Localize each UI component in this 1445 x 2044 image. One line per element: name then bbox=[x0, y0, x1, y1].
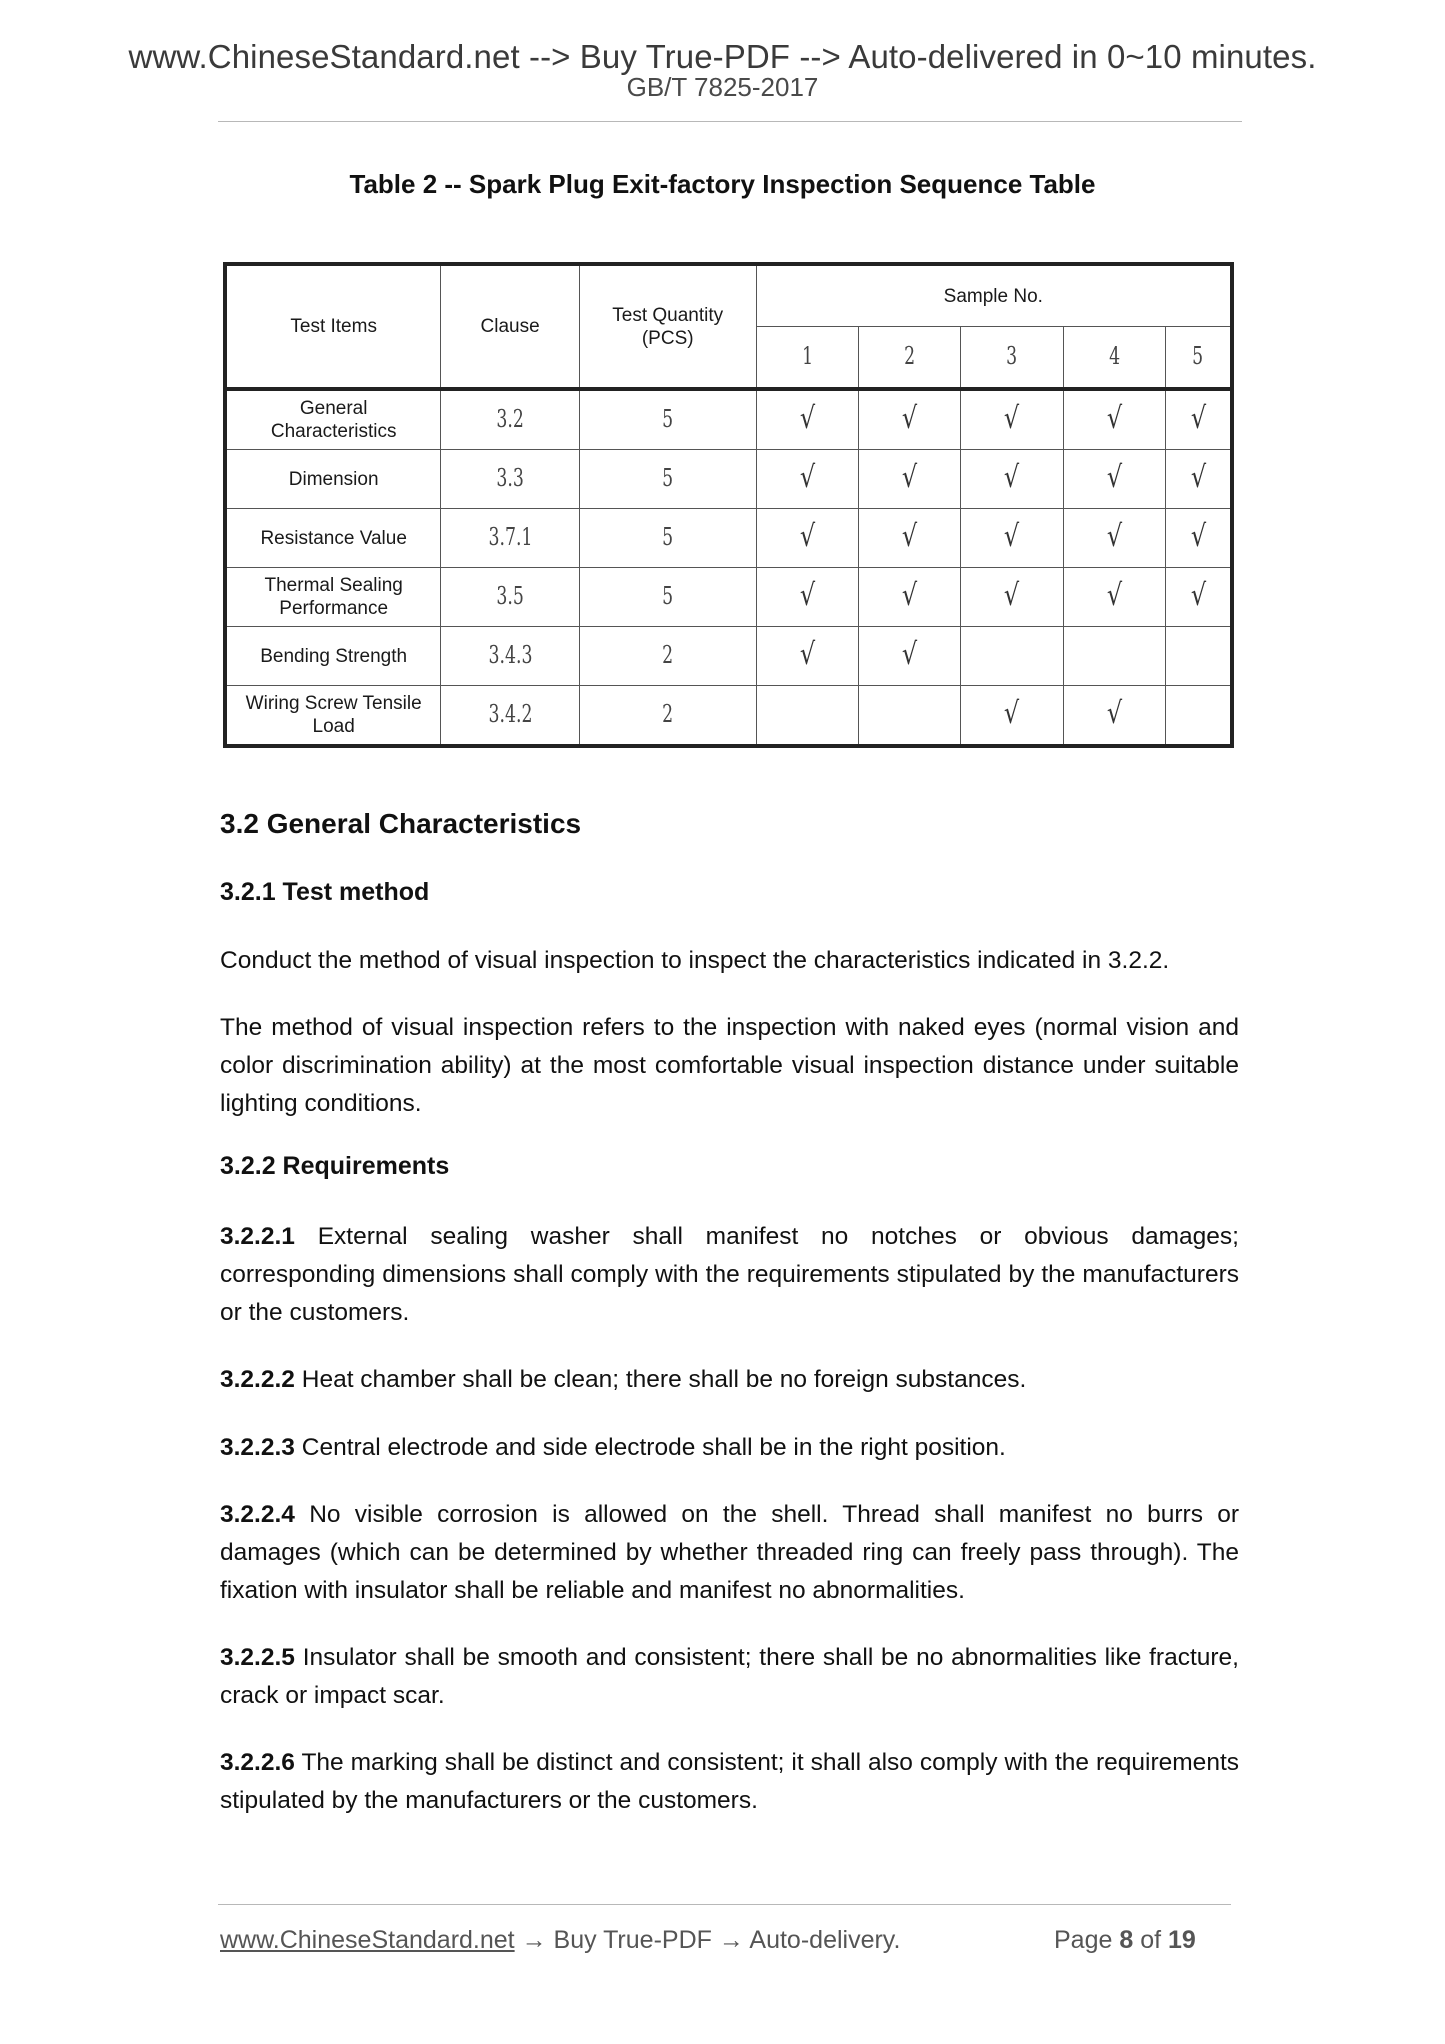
header-test-items: Test Items bbox=[225, 264, 441, 389]
check-mark-icon: √ bbox=[901, 400, 918, 436]
sample-cell bbox=[756, 686, 858, 747]
check-mark-icon: √ bbox=[1004, 518, 1020, 554]
sample-cell bbox=[756, 509, 858, 568]
row-test-item: Dimension bbox=[225, 450, 441, 509]
check-mark-icon: √ bbox=[1190, 518, 1206, 554]
requirement-item bbox=[220, 1744, 1239, 1820]
row-clause: 3.2 bbox=[441, 389, 580, 450]
sample-cell bbox=[1063, 389, 1165, 450]
sample-number-header: 1 bbox=[756, 327, 858, 390]
page-indicator: Page 8 of 19 bbox=[1054, 1926, 1196, 1954]
requirement-item bbox=[220, 1496, 1239, 1610]
row-quantity: 5 bbox=[579, 568, 756, 627]
requirement-item bbox=[220, 1218, 1239, 1332]
check-mark-icon: √ bbox=[799, 636, 815, 672]
table-row bbox=[225, 450, 1232, 509]
paragraph: The method of visual inspection refers to the inspection with naked eyes (normal vision and color discrimination ability) at the most comfortable visual inspection distance under suitable lighting conditions. bbox=[220, 1014, 1239, 1117]
header-divider bbox=[218, 121, 1242, 122]
footer-links bbox=[220, 1926, 900, 1955]
row-test-item: Resistance Value bbox=[225, 509, 441, 568]
sample-cell bbox=[1166, 450, 1232, 509]
sample-cell bbox=[858, 686, 960, 747]
item-text: The marking shall be distinct and consistent; it shall also comply with the requirements stipulated by the manufacturers or the customers. bbox=[220, 1749, 1239, 1814]
item-text: External sealing washer shall manifest no notches or obvious damages; corresponding dimensions shall comply with the requirements stipulated by the manufacturers or the customers. bbox=[220, 1223, 1239, 1326]
sample-cell bbox=[858, 450, 960, 509]
doc-id: GB/T 7825-2017 bbox=[626, 72, 819, 102]
sample-cell bbox=[858, 627, 960, 686]
sample-cell bbox=[961, 686, 1063, 747]
row-test-item: Wiring Screw Tensile Load bbox=[225, 686, 441, 747]
check-mark-icon: √ bbox=[901, 518, 918, 554]
check-mark-icon: √ bbox=[799, 459, 815, 495]
sample-cell bbox=[1063, 509, 1165, 568]
check-mark-icon: √ bbox=[1004, 459, 1020, 495]
sample-number-header: 3 bbox=[961, 327, 1063, 390]
check-mark-icon: √ bbox=[1190, 577, 1206, 613]
check-mark-icon: √ bbox=[1004, 577, 1020, 613]
item-text: Insulator shall be smooth and consistent; there shall be no abnormalities like fracture, crack or impact scar. bbox=[220, 1644, 1239, 1709]
footer-divider bbox=[218, 1904, 1231, 1905]
subsection-test-method: 3.2.1 Test method bbox=[220, 878, 430, 906]
row-clause: 3.4.2 bbox=[441, 686, 580, 747]
check-mark-icon: √ bbox=[1106, 459, 1123, 495]
table-row bbox=[225, 389, 1232, 450]
paragraph: Conduct the method of visual inspection to inspect the characteristics indicated in 3.2.2. bbox=[220, 947, 1170, 974]
sample-cell bbox=[858, 568, 960, 627]
check-mark-icon: √ bbox=[799, 518, 815, 554]
row-quantity: 2 bbox=[579, 627, 756, 686]
sample-cell bbox=[858, 509, 960, 568]
item-number: 3.2.2.3 bbox=[220, 1434, 295, 1461]
footer-site-link[interactable]: www.ChineseStandard.net bbox=[220, 1926, 515, 1954]
footer-delivery-text: → Auto-delivery. bbox=[718, 1926, 901, 1954]
sample-cell bbox=[961, 450, 1063, 509]
sample-cell bbox=[858, 389, 960, 450]
header-test-quantity: Test Quantity (PCS) bbox=[579, 264, 756, 389]
row-clause: 3.5 bbox=[441, 568, 580, 627]
row-quantity: 5 bbox=[579, 509, 756, 568]
item-number: 3.2.2.5 bbox=[220, 1644, 295, 1671]
item-text: Heat chamber shall be clean; there shall be no foreign substances. bbox=[294, 1366, 1027, 1393]
item-number: 3.2.2.2 bbox=[220, 1366, 295, 1393]
row-test-item: General Characteristics bbox=[225, 389, 441, 450]
sample-cell bbox=[1063, 686, 1165, 747]
sample-cell bbox=[961, 627, 1063, 686]
sample-number-header: 2 bbox=[858, 327, 960, 390]
item-text: No visible corrosion is allowed on the shell. Thread shall manifest no burrs or damages (which can be determined by whether threaded ring can freely pass through). The fixation with insulator shall be reliable and manifest no abnormalities. bbox=[220, 1501, 1239, 1604]
table-title: Table 2 -- Spark Plug Exit-factory Inspection Sequence Table bbox=[349, 169, 1096, 199]
sample-cell bbox=[1166, 568, 1232, 627]
page-number: 8 bbox=[1119, 1926, 1134, 1954]
check-mark-icon: √ bbox=[901, 636, 918, 672]
check-mark-icon: √ bbox=[799, 577, 815, 613]
sample-cell bbox=[756, 389, 858, 450]
table-row bbox=[225, 509, 1232, 568]
footer-buy-text: → Buy True-PDF bbox=[514, 1926, 719, 1954]
row-quantity: 5 bbox=[579, 389, 756, 450]
check-mark-icon: √ bbox=[901, 459, 918, 495]
check-mark-icon: √ bbox=[1190, 459, 1206, 495]
item-number: 3.2.2.1 bbox=[220, 1223, 295, 1250]
row-quantity: 5 bbox=[579, 450, 756, 509]
check-mark-icon: √ bbox=[1190, 400, 1206, 436]
check-mark-icon: √ bbox=[1106, 400, 1123, 436]
check-mark-icon: √ bbox=[799, 400, 815, 436]
sample-number-header: 5 bbox=[1166, 327, 1232, 390]
sample-cell bbox=[1063, 450, 1165, 509]
requirement-item bbox=[220, 1639, 1239, 1715]
item-number: 3.2.2.4 bbox=[220, 1501, 295, 1528]
table-row bbox=[225, 686, 1232, 747]
item-text: Central electrode and side electrode shall be in the right position. bbox=[294, 1434, 1006, 1461]
check-mark-icon: √ bbox=[1106, 577, 1123, 613]
check-mark-icon: √ bbox=[1106, 518, 1123, 554]
sample-cell bbox=[756, 627, 858, 686]
sample-cell bbox=[1063, 627, 1165, 686]
subsection-requirements: 3.2.2 Requirements bbox=[220, 1152, 450, 1180]
page-total: 19 bbox=[1168, 1926, 1196, 1954]
row-clause: 3.7.1 bbox=[441, 509, 580, 568]
sample-cell bbox=[756, 568, 858, 627]
check-mark-icon: √ bbox=[1106, 695, 1123, 731]
sample-cell bbox=[961, 509, 1063, 568]
section-heading: 3.2 General Characteristics bbox=[220, 808, 582, 839]
item-number: 3.2.2.6 bbox=[220, 1749, 295, 1776]
table-row bbox=[225, 627, 1232, 686]
row-clause: 3.3 bbox=[441, 450, 580, 509]
sample-cell bbox=[961, 389, 1063, 450]
sample-cell bbox=[1166, 509, 1232, 568]
row-test-item: Bending Strength bbox=[225, 627, 441, 686]
requirement-item bbox=[220, 1429, 1239, 1467]
sample-cell bbox=[1166, 686, 1232, 747]
sample-cell bbox=[756, 450, 858, 509]
check-mark-icon: √ bbox=[901, 577, 918, 613]
inspection-table bbox=[223, 262, 1234, 748]
row-test-item: Thermal Sealing Performance bbox=[225, 568, 441, 627]
row-clause: 3.4.3 bbox=[441, 627, 580, 686]
sample-cell bbox=[1166, 389, 1232, 450]
sample-cell bbox=[1063, 568, 1165, 627]
top-banner: www.ChineseStandard.net --> Buy True-PDF --> Auto-delivered in 0~10 minutes. bbox=[128, 38, 1317, 75]
sample-cell bbox=[1166, 627, 1232, 686]
check-mark-icon: √ bbox=[1004, 400, 1020, 436]
sample-number-header: 4 bbox=[1063, 327, 1165, 390]
requirement-item bbox=[220, 1361, 1239, 1399]
header-clause: Clause bbox=[441, 264, 580, 389]
sample-cell bbox=[961, 568, 1063, 627]
row-quantity: 2 bbox=[579, 686, 756, 747]
table-row bbox=[225, 568, 1232, 627]
header-sample-no: Sample No. bbox=[756, 264, 1232, 327]
check-mark-icon: √ bbox=[1004, 695, 1020, 731]
